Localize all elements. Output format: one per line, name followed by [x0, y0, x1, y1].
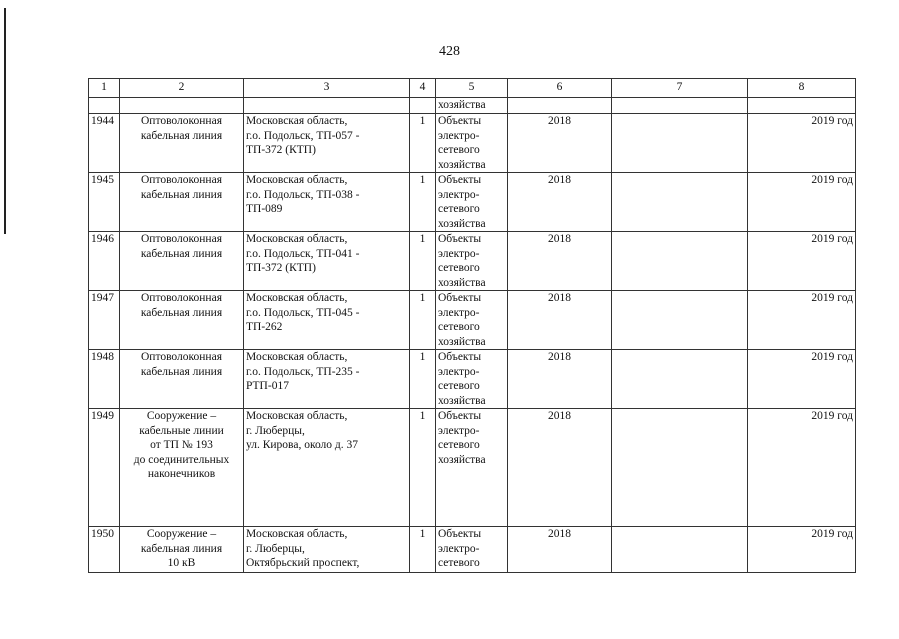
cell-empty	[89, 98, 120, 114]
register-table	[88, 78, 856, 573]
cell-term: 2019 год	[748, 291, 856, 350]
cell-year: 2018	[508, 291, 612, 350]
table-row	[89, 173, 856, 232]
cell-quantity: 1	[410, 291, 436, 350]
header-cell: 6	[508, 79, 612, 98]
table-row	[89, 527, 856, 573]
cell-object-name: Оптоволоконная кабельная линия	[120, 350, 244, 409]
cell-empty	[244, 98, 410, 114]
header-cell: 8	[748, 79, 856, 98]
cell-address: Московская область, г.о. Подольск, ТП-038 - ТП-089	[244, 173, 410, 232]
cell-empty	[508, 98, 612, 114]
cell-object-name: Оптоволоконная кабельная линия	[120, 173, 244, 232]
cell-empty	[748, 98, 856, 114]
cell-year: 2018	[508, 409, 612, 527]
cell-year: 2018	[508, 114, 612, 173]
cell-note	[612, 232, 748, 291]
table-row	[89, 114, 856, 173]
cell-number: 1946	[89, 232, 120, 291]
cell-address: Московская область, г.о. Подольск, ТП-057 - ТП-372 (КТП)	[244, 114, 410, 173]
cell-term: 2019 год	[748, 350, 856, 409]
cell-term: 2019 год	[748, 173, 856, 232]
header-cell: 3	[244, 79, 410, 98]
cell-object-name: Сооружение – кабельная линия 10 кВ	[120, 527, 244, 573]
cell-object-name: Оптоволоконная кабельная линия	[120, 291, 244, 350]
cell-category: Объекты электро- сетевого	[436, 527, 508, 573]
cell-category: Объекты электро- сетевого хозяйства	[436, 232, 508, 291]
cell-empty	[120, 98, 244, 114]
cell-quantity: 1	[410, 350, 436, 409]
cell-empty	[612, 98, 748, 114]
cell-note	[612, 409, 748, 527]
cell-number: 1947	[89, 291, 120, 350]
cell-number: 1950	[89, 527, 120, 573]
cell-address: Московская область, г.о. Подольск, ТП-235 - РТП-017	[244, 350, 410, 409]
cell-number: 1949	[89, 409, 120, 527]
cell-note	[612, 350, 748, 409]
cell-quantity: 1	[410, 527, 436, 573]
cell-number: 1945	[89, 173, 120, 232]
cell-year: 2018	[508, 350, 612, 409]
cell-number: 1944	[89, 114, 120, 173]
cell-quantity: 1	[410, 409, 436, 527]
cell-term: 2019 год	[748, 114, 856, 173]
cell-category: Объекты электро- сетевого хозяйства	[436, 409, 508, 527]
scan-edge-mark	[4, 8, 6, 234]
table-row	[89, 232, 856, 291]
header-cell: 1	[89, 79, 120, 98]
cell-year: 2018	[508, 527, 612, 573]
cell-address: Московская область, г. Люберцы, Октябрьский проспект,	[244, 527, 410, 573]
cell-address: Московская область, г.о. Подольск, ТП-045 - ТП-262	[244, 291, 410, 350]
cell-category: Объекты электро- сетевого хозяйства	[436, 291, 508, 350]
cell-number: 1948	[89, 350, 120, 409]
cell-object-name: Оптоволоконная кабельная линия	[120, 114, 244, 173]
cell-address: Московская область, г.о. Подольск, ТП-041 - ТП-372 (КТП)	[244, 232, 410, 291]
page-number: 428	[439, 44, 460, 59]
header-cell: 7	[612, 79, 748, 98]
continuation-row	[89, 98, 856, 114]
cell-object-name: Сооружение – кабельные линии от ТП № 193 до соединительных наконечников	[120, 409, 244, 527]
header-cell: 2	[120, 79, 244, 98]
header-cell: 5	[436, 79, 508, 98]
cell-category: Объекты электро- сетевого хозяйства	[436, 350, 508, 409]
cell-address: Московская область, г. Люберцы, ул. Кирова, около д. 37	[244, 409, 410, 527]
cell-quantity: 1	[410, 232, 436, 291]
cell-year: 2018	[508, 232, 612, 291]
cell-category: хозяйства	[436, 98, 508, 114]
table-row	[89, 350, 856, 409]
cell-term: 2019 год	[748, 232, 856, 291]
cell-term: 2019 год	[748, 409, 856, 527]
cell-term: 2019 год	[748, 527, 856, 573]
cell-note	[612, 114, 748, 173]
table-row	[89, 409, 856, 527]
cell-category: Объекты электро- сетевого хозяйства	[436, 173, 508, 232]
cell-empty	[410, 98, 436, 114]
cell-year: 2018	[508, 173, 612, 232]
cell-quantity: 1	[410, 173, 436, 232]
cell-category: Объекты электро- сетевого хозяйства	[436, 114, 508, 173]
header-cell: 4	[410, 79, 436, 98]
cell-object-name: Оптоволоконная кабельная линия	[120, 232, 244, 291]
table-row	[89, 291, 856, 350]
cell-note	[612, 527, 748, 573]
cell-note	[612, 173, 748, 232]
cell-note	[612, 291, 748, 350]
cell-quantity: 1	[410, 114, 436, 173]
header-row	[89, 79, 856, 98]
